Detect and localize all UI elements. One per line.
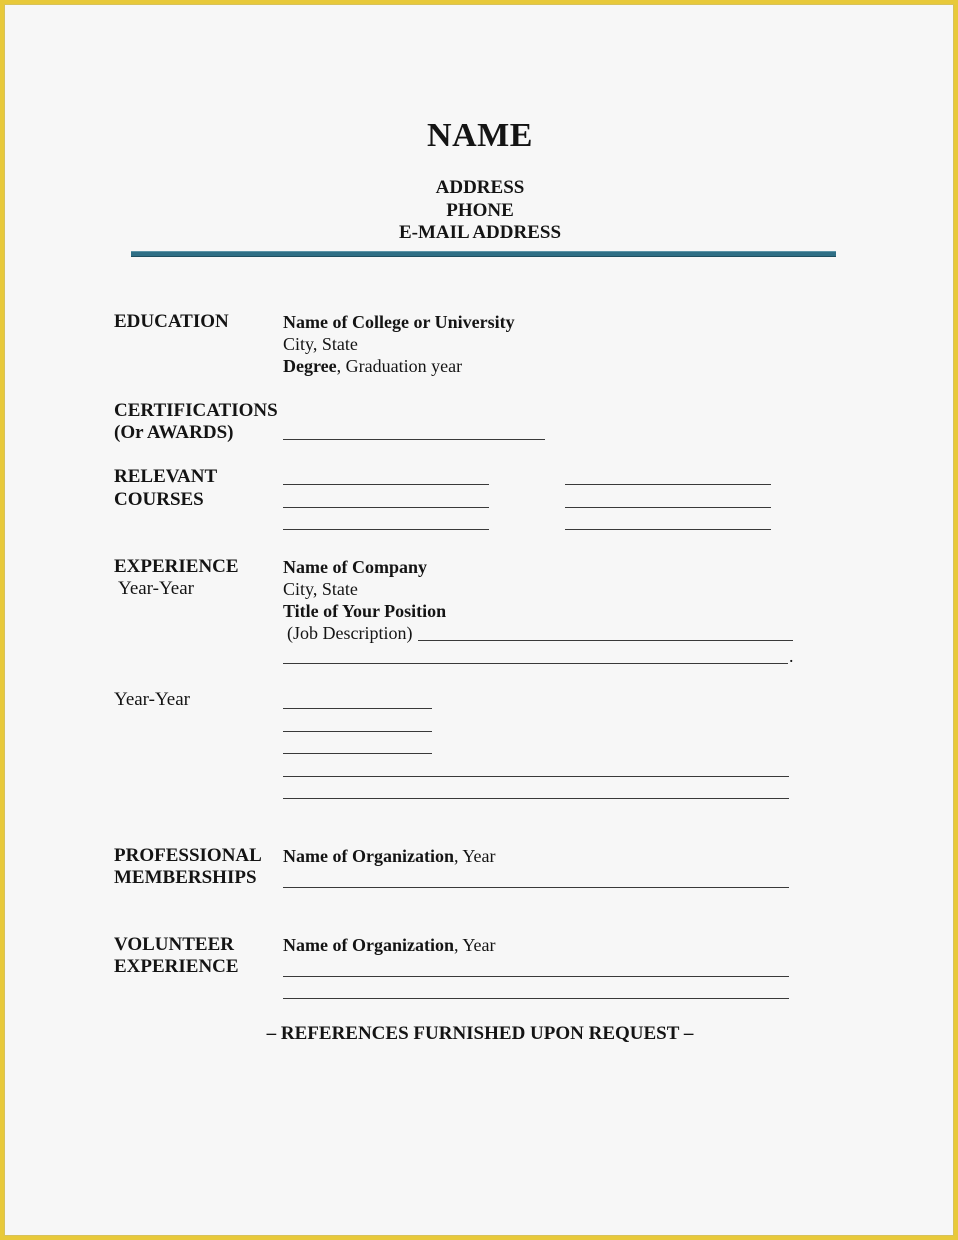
- experience-blank: [283, 798, 789, 799]
- volunteer-experience-label: EXPERIENCE: [114, 956, 239, 977]
- course-blank: [565, 484, 771, 485]
- header-divider: [131, 251, 836, 257]
- experience-blank: [283, 731, 432, 732]
- company-name: Name of Company: [283, 557, 427, 577]
- volunteer-blank: [283, 998, 789, 999]
- graduation-text: , Graduation year: [336, 356, 463, 376]
- volunteer-org: Name of Organization: [283, 935, 454, 955]
- job-description-blank: [418, 640, 793, 641]
- volunteer-year: , Year: [453, 935, 496, 955]
- membership-blank: [283, 887, 789, 888]
- certifications-label: CERTIFICATIONS: [114, 400, 278, 421]
- references-note: – REFERENCES FURNISHED UPON REQUEST –: [266, 1023, 694, 1044]
- membership-year: , Year: [453, 846, 496, 866]
- course-blank: [565, 529, 771, 530]
- experience-blank: [283, 776, 789, 777]
- school-name: Name of College or University: [283, 312, 515, 332]
- job-description-blank: [283, 663, 788, 664]
- course-blank: [283, 529, 489, 530]
- memberships-label: MEMBERSHIPS: [114, 867, 257, 888]
- courses-label: COURSES: [114, 489, 204, 510]
- degree-line: [283, 355, 462, 377]
- experience-blank: [283, 708, 432, 709]
- company-location: City, State: [283, 579, 358, 599]
- professional-label: PROFESSIONAL: [114, 845, 262, 866]
- volunteer-label: VOLUNTEER: [114, 934, 234, 955]
- membership-org-line: [283, 845, 496, 867]
- education-label: EDUCATION: [114, 311, 229, 332]
- course-blank: [283, 507, 489, 508]
- experience-years-1: Year-Year: [118, 578, 194, 599]
- volunteer-blank: [283, 976, 789, 977]
- phone-line: PHONE: [446, 200, 514, 221]
- course-blank: [565, 507, 771, 508]
- course-blank: [283, 484, 489, 485]
- awards-label: (Or AWARDS): [114, 422, 234, 443]
- experience-label: EXPERIENCE: [114, 556, 239, 577]
- name-heading: NAME: [427, 117, 533, 154]
- membership-org: Name of Organization: [283, 846, 454, 866]
- relevant-label: RELEVANT: [114, 466, 218, 487]
- address-line: ADDRESS: [435, 177, 525, 198]
- job-description-period: .: [789, 646, 794, 666]
- resume-page: [4, 4, 954, 1236]
- email-line: E-MAIL ADDRESS: [398, 222, 562, 243]
- certification-blank: [283, 439, 545, 440]
- job-description-label: (Job Description): [287, 623, 413, 643]
- volunteer-org-line: [283, 934, 496, 956]
- degree-text: Degree: [283, 356, 337, 376]
- position-title: Title of Your Position: [283, 601, 447, 621]
- experience-blank: [283, 753, 432, 754]
- experience-years-2: Year-Year: [114, 689, 190, 710]
- school-location: City, State: [283, 334, 358, 354]
